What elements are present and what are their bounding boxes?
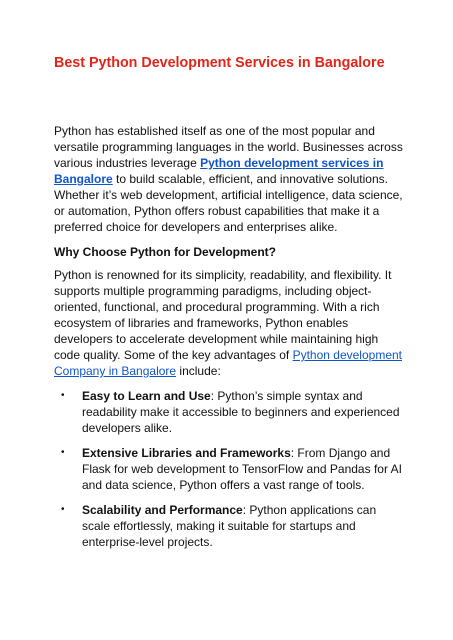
python-company-link[interactable]: Python development Company in Bangalore (54, 348, 402, 378)
list-item-text: : From Django and Flask for web development to TensorFlow and Pandas for AI and data science, Python offers a vast range of tools. (82, 446, 402, 492)
document-body (54, 123, 404, 559)
advantages-list (54, 388, 404, 550)
list-item (54, 502, 404, 550)
python-services-link[interactable]: Python development services in Bangalore (54, 156, 384, 186)
list-item-bold: Scalability and Performance (82, 503, 243, 517)
section-text-after: include: (176, 364, 221, 378)
section-paragraph (54, 267, 404, 379)
list-item (54, 445, 404, 493)
intro-paragraph (54, 123, 404, 235)
bullet-icon: • (61, 390, 65, 401)
list-item-bold: Easy to Learn and Use (82, 389, 211, 403)
section-text-before: Python is renowned for its simplicity, readability, and flexibility. It supports multiple programming paradigms, including object-oriented, functional, and procedural programming. With a rich ecosystem of libraries and frameworks, Python enables developers to accelerate development while maintaining high code quality. Some of the key advantages of (54, 268, 392, 362)
list-item-bold: Extensive Libraries and Frameworks (82, 446, 291, 460)
list-item-text: : Python’s simple syntax and readability make it accessible to beginners and experienced developers alike. (82, 389, 400, 435)
list-item (54, 388, 404, 436)
page-title: Best Python Development Services in Bangalore (54, 55, 385, 71)
section-heading: Why Choose Python for Development? (54, 245, 277, 259)
list-item-text: : Python applications can scale effortlessly, making it suitable for startups and enterprise-level projects. (82, 503, 377, 549)
intro-text-before: Python has established itself as one of the most popular and versatile programming languages in the world. Businesses across various industries leverage (54, 124, 403, 170)
bullet-icon: • (61, 447, 65, 458)
intro-text-after: to build scalable, efficient, and innovative solutions. Whether it’s web development, artificial intelligence, data science, or automation, Python offers robust capabilities that make it a preferred choice for developers and enterprises alike. (54, 172, 403, 234)
bullet-icon: • (61, 504, 65, 515)
